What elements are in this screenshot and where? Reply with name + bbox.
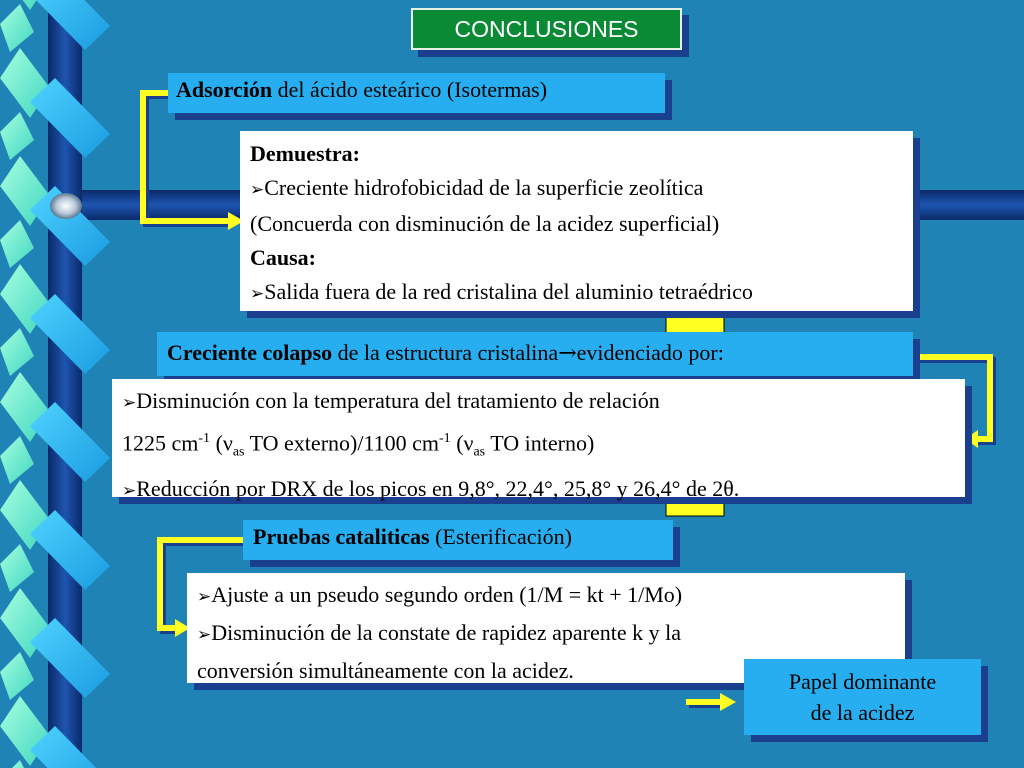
bullet-arrow-icon: ➢	[122, 480, 137, 501]
colapso-label	[157, 332, 913, 376]
spiral-side-band	[0, 4, 34, 52]
causa-heading: Causa:	[250, 245, 317, 270]
spiral-side-band	[0, 112, 34, 160]
pruebas-item-2: Disminución de la constate de rapidez aparente k y la	[211, 620, 682, 645]
title-text: CONCLUSIONES	[454, 16, 639, 42]
demuestra-heading: Demuestra:	[250, 141, 360, 166]
spiral-side-band	[0, 544, 34, 592]
pipe-knob	[50, 193, 82, 219]
colapso-bold: Creciente colapso	[167, 340, 333, 365]
bullet-arrow-icon: ➢	[250, 284, 265, 304]
spiral-side-band	[0, 436, 34, 484]
colapso-rest: de la estructura cristalina	[332, 340, 559, 365]
adsorcion-rest: del ácido esteárico (Isotermas)	[272, 77, 548, 102]
adsorcion-label	[168, 73, 665, 113]
spiral-side-band	[0, 220, 34, 268]
demuestra-item-1: Creciente hidrofobicidad de la superficie zeolítica	[264, 175, 704, 200]
bullet-arrow-icon: ➢	[250, 180, 265, 200]
adsorcion-bold: Adsorción	[176, 77, 273, 102]
formula-sup: -1	[439, 431, 451, 446]
formula-sup: -1	[198, 431, 211, 446]
formula-part: (ν	[450, 430, 474, 456]
formula-sub: as	[232, 444, 245, 460]
formula-part: (ν	[210, 430, 233, 456]
formula-part: TO interno)	[485, 430, 595, 456]
colapso-item-1: Disminución con la temperatura del tratamiento de relación	[136, 388, 660, 413]
bullet-arrow-icon: ➢	[197, 587, 212, 607]
spiral-side-band	[0, 652, 34, 700]
papel-line-1: Papel dominante	[788, 669, 937, 694]
pruebas-item-2-cont: conversión simultáneamente con la acidez.	[197, 658, 574, 683]
colapso-rest-2: evidenciado por:	[576, 340, 724, 365]
bullet-arrow-icon: ➢	[122, 393, 137, 413]
right-arrow-icon: →	[558, 341, 577, 366]
papel-box	[744, 659, 981, 735]
pruebas-label	[243, 520, 673, 560]
pruebas-bold: Pruebas cataliticas	[253, 524, 430, 549]
causa-item: Salida fuera de la red cristalina del aluminio tetraédrico	[264, 279, 753, 304]
formula-sub: as	[473, 444, 486, 460]
papel-line-2: de la acidez	[810, 700, 915, 725]
title-box	[411, 8, 682, 50]
demuestra-box	[240, 131, 913, 311]
connector-arrow-4	[686, 693, 736, 711]
bullet-arrow-icon: ➢	[197, 625, 212, 645]
pruebas-item-1: Ajuste a un pseudo segundo orden (1/M = kt + 1/Mo)	[211, 582, 683, 607]
demuestra-item-1-cont: (Concuerda con disminución de la acidez superficial)	[250, 211, 720, 236]
formula-part: 1225 cm	[122, 430, 199, 456]
colapso-item-2: Reducción por DRX de los picos en 9,8°, 22,4°, 25,8° y 26,4° de 2θ.	[136, 475, 740, 501]
yellow-bar-top	[666, 315, 724, 333]
colapso-formula	[122, 421, 965, 471]
spiral-side-band	[0, 328, 34, 376]
colapso-box	[112, 379, 965, 501]
formula-part: TO externo)/1100 cm	[244, 430, 440, 456]
pruebas-rest: (Esterificación)	[429, 524, 572, 549]
